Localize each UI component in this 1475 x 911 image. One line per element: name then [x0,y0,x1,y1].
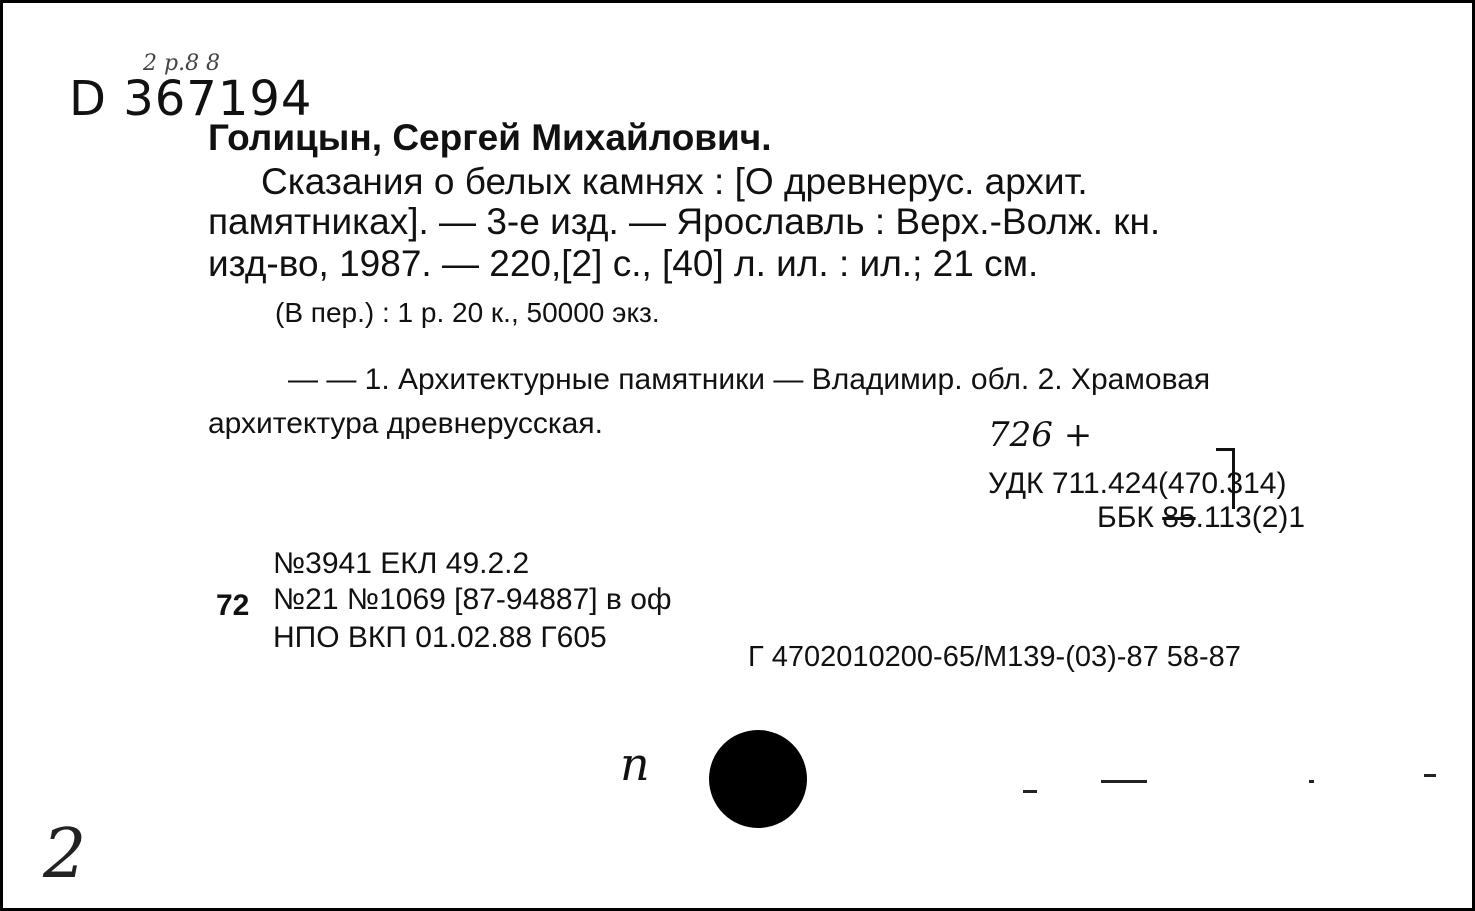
bbk-struck-digits: 85 [1162,501,1196,534]
dash-mark [1101,780,1147,783]
bbk-code [1097,503,1305,533]
handwritten-two: 2 [43,815,87,894]
subjects-line-1: — — 1. Архитектурные памятники — Владимир. обл. 2. Храмовая [288,363,1211,396]
handwritten-call-note: 2 р.8 8 [143,51,221,76]
dash-mark [1309,780,1314,783]
service-number: 72 [216,589,250,622]
black-dot [709,730,807,828]
dash-mark [1424,774,1436,777]
dash-mark [1023,790,1037,793]
imprint-line-3: изд-во, 1987. — 220,[2] с., [40] л. ил. : ил.; 21 см. [208,243,1039,284]
service-line-1: №3941 ЕКЛ 49.2.2 [273,547,530,580]
handwritten-mark: n [620,737,650,791]
service-line-3: НПО ВКП 01.02.88 Г605 [273,621,607,654]
imprint-line-2: памятниках]. — 3-е изд. — Ярославль : Верх.-Волж. кн. [208,201,1161,242]
service-line-2: №21 №1069 [87-94887] в оф [273,583,672,616]
call-number: D 367194 [69,71,313,127]
subjects-line-2: архитектура древнерусская. [208,407,603,440]
author-heading: Голицын, Сергей Михайлович. [208,117,772,158]
udk-code: УДК 711.424(470.314) [988,467,1287,500]
bbk-rest: .113(2)1 [1195,501,1306,534]
title-line: Сказания о белых камнях : [О древнерус. архит. [261,161,1088,202]
price-line: (В пер.) : 1 р. 20 к., 50000 экз. [275,297,660,328]
isbn-line: Г 4702010200-65/М139-(03)-87 58-87 [748,641,1241,673]
handwritten-number: 726 + [988,415,1093,455]
bbk-label: ББК [1097,501,1154,534]
